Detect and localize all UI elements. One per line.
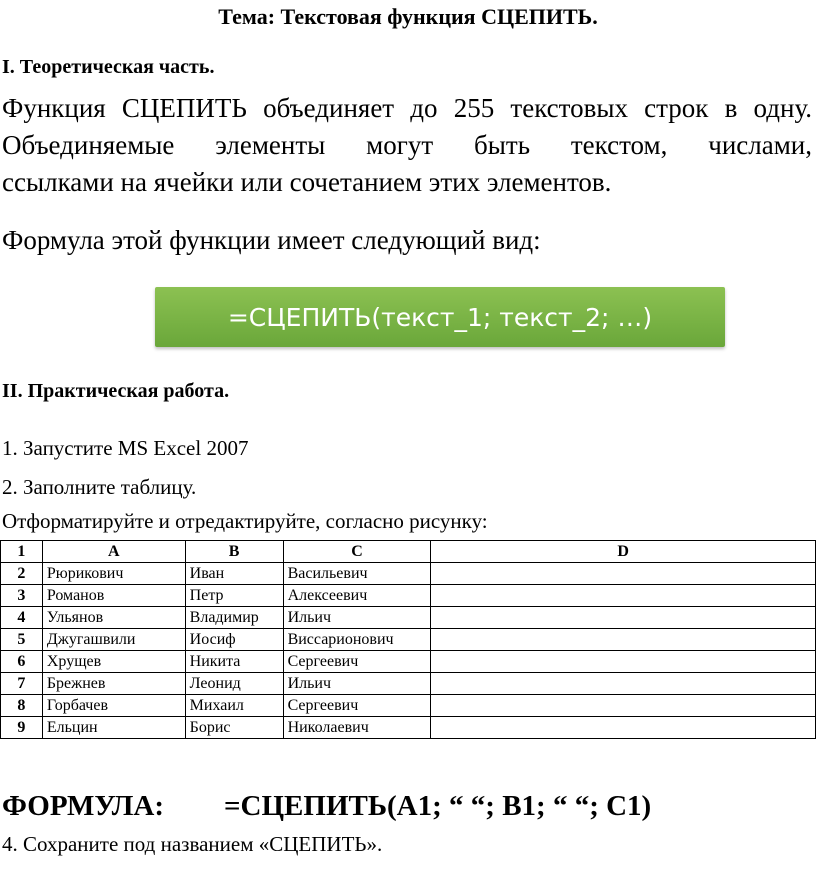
cell-a: Горбачев xyxy=(42,695,185,717)
column-header-d: D xyxy=(431,541,816,563)
cell-d xyxy=(431,673,816,695)
cell-b: Владимир xyxy=(185,607,283,629)
table-row xyxy=(1,563,816,585)
row-number: 1 xyxy=(1,541,43,563)
paragraph-line-1: Функция СЦЕПИТЬ объединяет до 255 текстовых строк в одну. xyxy=(2,93,812,123)
cell-c: Сергеевич xyxy=(283,695,431,717)
row-number: 3 xyxy=(1,585,43,607)
cell-b: Михаил xyxy=(185,695,283,717)
step-4: 4. Сохраните под названием «СЦЕПИТЬ». xyxy=(2,832,383,856)
cell-a: Ельцин xyxy=(42,717,185,739)
table-row xyxy=(1,673,816,695)
row-number: 6 xyxy=(1,651,43,673)
cell-a: Ульянов xyxy=(42,607,185,629)
section-heading-theory: I. Теоретическая часть. xyxy=(2,56,215,78)
step-2: 2. Заполните таблицу. xyxy=(2,475,197,499)
step-1: 1. Запустите MS Excel 2007 xyxy=(2,436,249,460)
final-formula xyxy=(2,790,651,823)
cell-d xyxy=(431,585,816,607)
cell-a: Рюрикович xyxy=(42,563,185,585)
formula-syntax-box xyxy=(155,287,725,347)
paragraph-line-2: Объединяемые элементы могут быть текстом, числами, xyxy=(2,130,812,160)
cell-c: Алексеевич xyxy=(283,585,431,607)
row-number: 4 xyxy=(1,607,43,629)
cell-d xyxy=(431,563,816,585)
cell-c: Ильич xyxy=(283,673,431,695)
spreadsheet-table xyxy=(0,540,816,739)
table-row xyxy=(1,651,816,673)
column-header-b: B xyxy=(185,541,283,563)
cell-d xyxy=(431,717,816,739)
cell-c: Ильич xyxy=(283,607,431,629)
paragraph-line-3: ссылками на ячейки или сочетанием этих элементов. xyxy=(2,167,612,197)
cell-d xyxy=(431,629,816,651)
cell-d xyxy=(431,651,816,673)
cell-b: Леонид xyxy=(185,673,283,695)
cell-b: Борис xyxy=(185,717,283,739)
cell-a: Хрущев xyxy=(42,651,185,673)
row-number: 9 xyxy=(1,717,43,739)
row-number: 5 xyxy=(1,629,43,651)
table-header-row xyxy=(1,541,816,563)
table-row xyxy=(1,585,816,607)
final-formula-expression: =СЦЕПИТЬ(A1; “ “; B1; “ “; C1) xyxy=(224,790,652,822)
page-title: Тема: Текстовая функция СЦЕПИТЬ. xyxy=(218,4,598,29)
final-formula-label: ФОРМУЛА: xyxy=(2,790,165,822)
formula-intro: Формула этой функции имеет следующий вид: xyxy=(2,225,541,255)
cell-a: Джугашвили xyxy=(42,629,185,651)
cell-c: Васильевич xyxy=(283,563,431,585)
column-header-c: C xyxy=(283,541,431,563)
table-row xyxy=(1,607,816,629)
step-3: Отформатируйте и отредактируйте, согласно рисунку: xyxy=(2,509,488,533)
cell-d xyxy=(431,695,816,717)
cell-a: Брежнев xyxy=(42,673,185,695)
table-row xyxy=(1,629,816,651)
table-row xyxy=(1,717,816,739)
section-heading-practice: II. Практическая работа. xyxy=(2,380,230,402)
cell-b: Иван xyxy=(185,563,283,585)
row-number: 2 xyxy=(1,563,43,585)
cell-c: Сергеевич xyxy=(283,651,431,673)
column-header-a: A xyxy=(42,541,185,563)
row-number: 7 xyxy=(1,673,43,695)
table-row xyxy=(1,695,816,717)
cell-d xyxy=(431,607,816,629)
formula-syntax-text: =СЦЕПИТЬ(текст_1; текст_2; …) xyxy=(227,302,653,332)
cell-b: Никита xyxy=(185,651,283,673)
cell-c: Николаевич xyxy=(283,717,431,739)
cell-b: Иосиф xyxy=(185,629,283,651)
row-number: 8 xyxy=(1,695,43,717)
cell-b: Петр xyxy=(185,585,283,607)
cell-a: Романов xyxy=(42,585,185,607)
cell-c: Виссарионович xyxy=(283,629,431,651)
description-paragraph xyxy=(2,90,812,201)
